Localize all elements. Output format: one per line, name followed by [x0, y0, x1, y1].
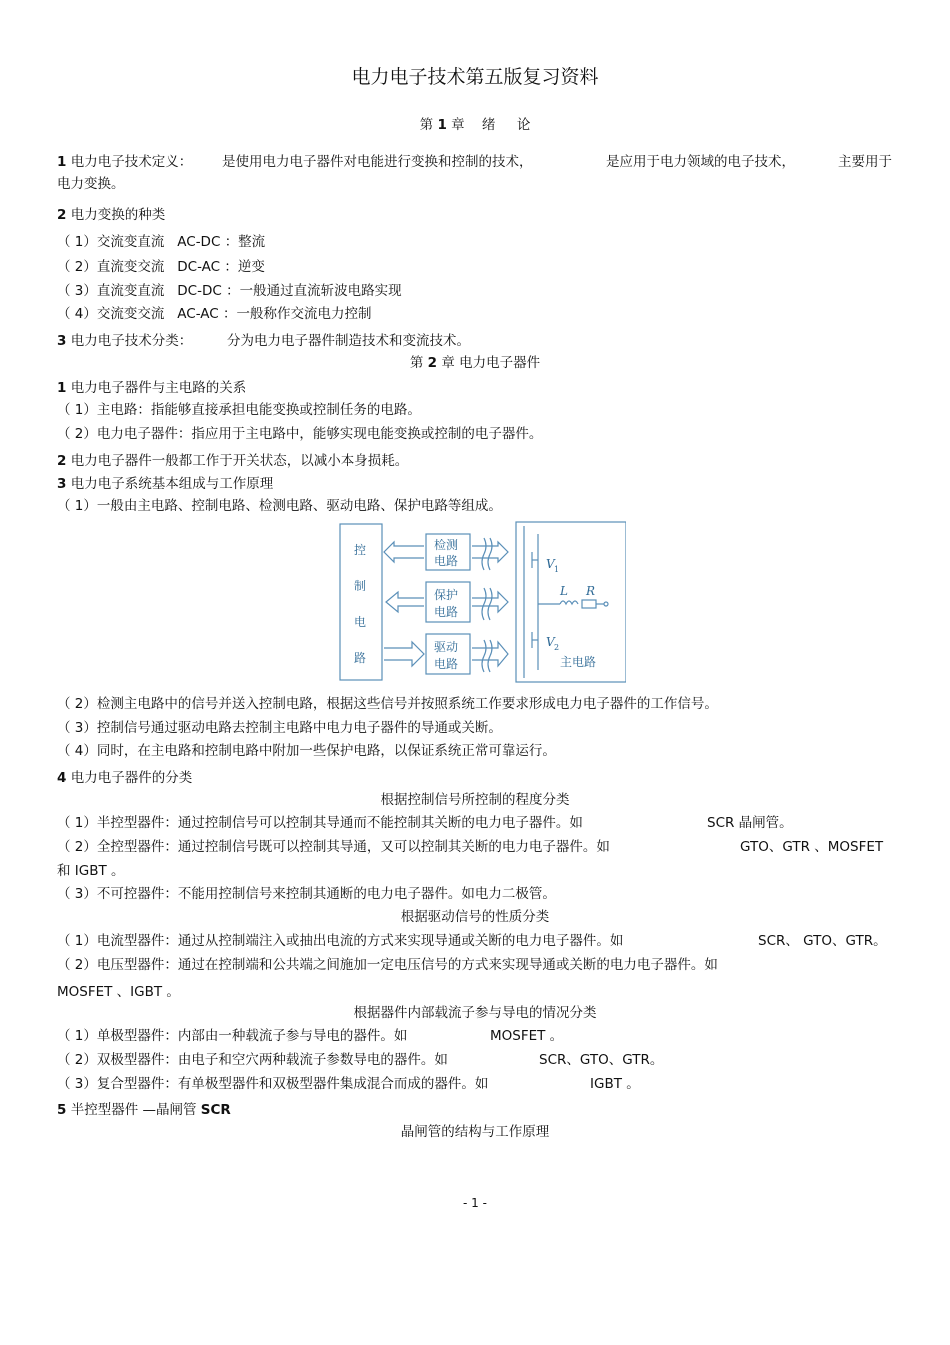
section-label: 电力电子技术分类： — [70, 333, 193, 349]
ch1-s1-part-2: 是应用于电力领域的电子技术， — [606, 154, 795, 170]
chapter-2-pre: 第 — [409, 355, 424, 371]
section-label: 电力变换的种类 — [70, 207, 166, 223]
ch2-s4-a1: （ 1）半控型器件：通过控制信号可以控制其导通而不能控制其关断的电力电子器件。如 — [57, 815, 583, 831]
chapter-1-heading — [0, 115, 950, 135]
section-number: 4 — [57, 770, 67, 786]
arrow-detect-to-control — [384, 542, 424, 562]
conversion-item — [57, 232, 265, 252]
ch1-s1-part-3: 主要用于 — [838, 154, 892, 170]
control-char: 电 — [354, 615, 367, 629]
inductor-L — [560, 601, 578, 604]
ch2-section-1 — [57, 378, 246, 398]
ch2-s4-a2-cont: 和 IGBT 。 — [57, 863, 125, 879]
ch2-s3-item-1: （ 1）一般由主电路、控制电路、检测电路、驱动电路、保护电路等组成。 — [57, 498, 502, 514]
ch1-section-2 — [57, 205, 165, 225]
conversion-name: （ 4）交流变交流 — [57, 306, 165, 322]
drive-label-1: 驱动 — [434, 640, 459, 654]
wave-break — [482, 588, 486, 620]
drive-label-2: 电路 — [434, 657, 459, 671]
subheading-carrier: 根据器件内部载流子参与导电的情况分类 — [353, 1005, 597, 1021]
system-block-diagram — [338, 520, 626, 684]
ch2-s4-c3: （ 3）复合型器件：有单极型器件和双极型器件集成混合而成的器件。如 — [57, 1076, 489, 1092]
ch1-s1-part-1: 是使用电力电子器件对电能进行变换和控制的技术， — [222, 154, 533, 170]
section-number: 1 — [57, 154, 67, 170]
protect-label-2: 电路 — [434, 605, 459, 619]
section-number: 3 — [57, 333, 67, 349]
wave-break — [482, 538, 486, 570]
chapter-2-heading — [0, 353, 950, 373]
detect-label-1: 检测 — [434, 538, 459, 552]
resistor-R — [582, 600, 596, 608]
ch2-s4-c1: （ 1）单极型器件：内部由一种载流子参与导电的器件。如 — [57, 1028, 408, 1044]
conversion-name: （ 3）直流变直流 — [57, 283, 165, 299]
section-number: 5 — [57, 1102, 67, 1118]
section-label: 电力电子技术定义： — [70, 154, 193, 170]
ch1-s1-line-2: 电力变换。 — [57, 176, 125, 192]
inductor-label: L — [560, 584, 568, 598]
section-number: 1 — [57, 380, 67, 396]
ch2-s4-c3-example: IGBT 。 — [590, 1076, 640, 1092]
wave-break — [488, 588, 492, 620]
protect-label-1: 保护 — [434, 588, 459, 602]
arrow-detect-main — [472, 542, 508, 562]
ch1-s3-text: 分为电力电子器件制造技术和变流技术。 — [227, 333, 470, 349]
conversion-code: DC-DC — [177, 283, 222, 299]
section-label: 电力电子器件与主电路的关系 — [70, 380, 247, 396]
chapter-1-word-2: 论 — [516, 117, 531, 133]
v1-subscript: 1 — [554, 565, 560, 574]
ch2-section-2 — [57, 451, 408, 471]
chapter-1-pre: 第 — [419, 117, 434, 133]
conversion-name: （ 2）直流变交流 — [57, 259, 165, 275]
ch2-s4-a1-example: SCR 晶闸管。 — [707, 815, 793, 831]
section-number: 3 — [57, 476, 67, 492]
conversion-item — [57, 257, 265, 277]
arrow-protect-control — [386, 592, 424, 612]
section-number: 2 — [57, 207, 67, 223]
conversion-desc: ：一般通过直流斩波电路实现 — [226, 283, 402, 299]
section-number: 2 — [57, 453, 67, 469]
section-text: 电力电子器件一般都工作于开关状态，以减小本身损耗。 — [70, 453, 409, 469]
ch2-s1-item-2: （ 2）电力电子器件：指应用于主电路中，能够实现电能变换或控制的电子器件。 — [57, 426, 543, 442]
ch2-s4-b2-cont: MOSFET 、IGBT 。 — [57, 984, 180, 1000]
ch2-s1-item-1: （ 1）主电路：指能够直接承担电能变换或控制任务的电路。 — [57, 402, 421, 418]
v2-subscript: 2 — [554, 643, 560, 652]
wave-break — [488, 538, 492, 570]
wave-break — [482, 640, 486, 672]
conversion-code: DC-AC — [177, 259, 221, 275]
ch2-s4-c2: （ 2）双极型器件：由电子和空穴两种载流子参数导电的器件。如 — [57, 1052, 448, 1068]
conversion-code: AC-AC — [177, 306, 219, 322]
ch2-section-4 — [57, 768, 192, 788]
ch2-s3-item-3: （ 3）控制信号通过驱动电路去控制主电路中电力电子器件的导通或关断。 — [57, 720, 502, 736]
v2-label: V — [546, 635, 555, 649]
chapter-2-number: 2 — [427, 355, 438, 371]
section-label: 半控型器件 —晶闸管 — [70, 1102, 197, 1118]
document-title: 电力电子技术第五版复习资料 — [351, 66, 599, 88]
ch2-s4-b2: （ 2）电压型器件：通过在控制端和公共端之间施加一定电压信号的方式来实现导通或关断的电力电子器件。如 — [57, 957, 718, 973]
ch2-section-5 — [57, 1100, 231, 1120]
conversion-desc: ：逆变 — [224, 259, 265, 275]
detect-label-2: 电路 — [434, 554, 459, 568]
chapter-1-mid: 章 — [451, 117, 465, 133]
conversion-item — [57, 281, 402, 301]
arrow-control-to-drive — [384, 642, 424, 666]
ch2-s4-a2-example: GTO、GTR 、MOSFET — [740, 839, 884, 855]
chapter-1-number: 1 — [437, 117, 447, 133]
ch2-s4-c1-example: MOSFET 。 — [490, 1028, 564, 1044]
ch2-s3-item-4: （ 4）同时，在主电路和控制电路中附加一些保护电路，以保证系统正常可靠运行。 — [57, 743, 556, 759]
chapter-1-word-1: 绪 — [481, 117, 496, 133]
page-number: - 1 - — [463, 1196, 487, 1210]
ch2-s3-item-2: （ 2）检测主电路中的信号并送入控制电路，根据这些信号并按照系统工作要求形成电力电子器件的工作信号。 — [57, 696, 718, 712]
control-char: 路 — [354, 651, 367, 665]
arrow-protect-main — [472, 592, 508, 612]
v1-label: V — [546, 557, 555, 571]
subheading-control-degree: 根据控制信号所控制的程度分类 — [380, 792, 570, 808]
ch2-s4-c2-example: SCR、GTO、GTR。 — [539, 1052, 664, 1068]
control-char: 制 — [354, 579, 367, 593]
arrow-drive-main — [472, 642, 508, 666]
resistor-label: R — [586, 584, 596, 598]
ch2-s4-a3: （ 3）不可控器件：不能用控制信号来控制其通断的电力电子器件。如电力二极管。 — [57, 886, 556, 902]
ch1-section-3 — [57, 331, 192, 351]
ch2-s4-a2: （ 2）全控型器件：通过控制信号既可以控制其导通，又可以控制其关断的电力电子器件。如 — [57, 839, 610, 855]
control-char: 控 — [354, 543, 367, 557]
section-label: 电力电子器件的分类 — [70, 770, 193, 786]
conversion-desc: ：一般称作交流电力控制 — [223, 306, 372, 322]
conversion-item — [57, 304, 372, 324]
conversion-desc: ：整流 — [224, 234, 266, 250]
section-code: SCR — [200, 1102, 231, 1118]
ch2-s4-b1: （ 1）电流型器件：通过从控制端注入或抽出电流的方式来实现导通或关断的电力电子器件。如 — [57, 933, 624, 949]
ch2-section-3 — [57, 474, 273, 494]
conversion-code: AC-DC — [177, 234, 221, 250]
ch2-s4-b1-example: SCR、 GTO、GTR。 — [758, 933, 887, 949]
subheading-scr-structure: 晶闸管的结构与工作原理 — [400, 1124, 550, 1140]
ch1-section-1 — [57, 152, 192, 172]
conversion-name: （ 1）交流变直流 — [57, 234, 165, 250]
section-label: 电力电子系统基本组成与工作原理 — [70, 476, 274, 492]
chapter-2-title: 章 电力电子器件 — [441, 355, 541, 371]
subheading-drive-signal: 根据驱动信号的性质分类 — [400, 909, 550, 925]
main-circuit-label: 主电路 — [560, 655, 597, 669]
wave-break — [488, 640, 492, 672]
